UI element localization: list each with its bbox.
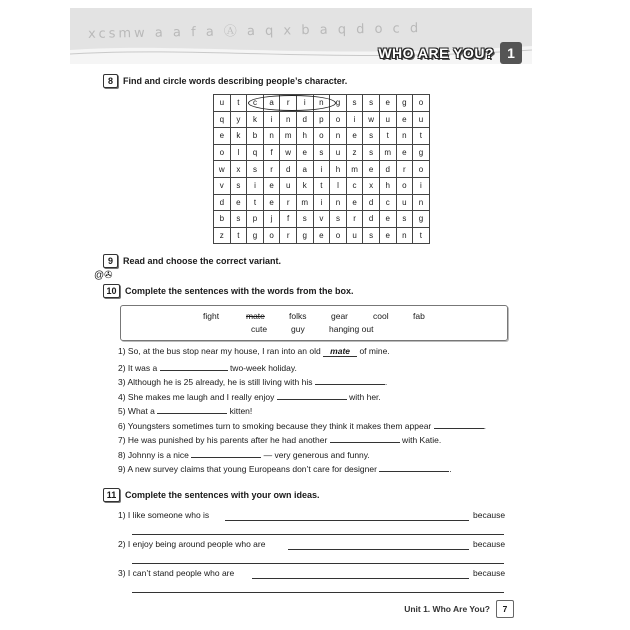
idea-2-continuation-line[interactable] (132, 563, 504, 564)
page-number: 7 (496, 600, 514, 618)
grid-cell[interactable]: e (296, 144, 313, 161)
sentence-6: 6) Youngsters sometimes turn to smoking because they think it makes them appear . (118, 421, 486, 431)
grid-cell[interactable]: o (330, 111, 347, 128)
unit-title-banner: WHO ARE YOU? (378, 45, 494, 61)
task-instruction: Complete the sentences with the words from the box. (125, 286, 354, 296)
page-footer (404, 600, 514, 618)
grid-cell[interactable]: s (296, 211, 313, 228)
grid-cell[interactable]: s (363, 144, 380, 161)
grid-cell[interactable]: f (263, 144, 280, 161)
grid-cell[interactable]: u (214, 95, 231, 112)
grid-cell[interactable]: g (413, 144, 430, 161)
sentence-3: 3) Although he is 25 already, he is still living with his . (118, 377, 388, 387)
grid-cell[interactable]: d (363, 211, 380, 228)
idea-3-continuation-line[interactable] (132, 592, 504, 593)
grid-cell[interactable]: x (230, 161, 247, 178)
grid-cell[interactable]: r (263, 161, 280, 178)
workbook-page (70, 8, 532, 624)
task-number: 8 (103, 74, 118, 88)
grid-cell[interactable]: a (263, 95, 280, 112)
answer-field-7[interactable] (330, 433, 400, 443)
grid-cell[interactable]: s (363, 95, 380, 112)
grid-cell[interactable]: s (230, 177, 247, 194)
grid-cell[interactable]: s (230, 211, 247, 228)
task-instruction: Find and circle words describing people’s character. (123, 76, 348, 86)
grid-cell[interactable]: s (363, 227, 380, 244)
grid-cell[interactable]: g (396, 95, 413, 112)
grid-row (214, 161, 430, 178)
grid-cell[interactable]: t (247, 194, 264, 211)
grid-cell[interactable]: c (379, 194, 396, 211)
grid-cell[interactable]: m (379, 144, 396, 161)
answer-field-3[interactable] (315, 375, 385, 385)
grid-cell[interactable]: d (296, 111, 313, 128)
grid-cell[interactable]: m (296, 194, 313, 211)
grid-cell[interactable]: o (214, 144, 231, 161)
grid-cell[interactable]: i (413, 177, 430, 194)
idea-1-line[interactable] (225, 520, 469, 521)
answer-field-8[interactable] (191, 448, 261, 458)
grid-row (214, 128, 430, 145)
grid-cell[interactable]: e (379, 227, 396, 244)
grid-cell[interactable]: c (247, 95, 264, 112)
box-word: folks (289, 311, 307, 321)
grid-cell[interactable]: k (247, 111, 264, 128)
grid-cell[interactable]: h (330, 161, 347, 178)
grid-cell[interactable]: b (247, 128, 264, 145)
idea-1-because: because (473, 510, 506, 520)
grid-cell[interactable]: l (330, 177, 347, 194)
grid-cell[interactable]: e (379, 95, 396, 112)
grid-cell[interactable]: v (214, 177, 231, 194)
grid-cell[interactable]: k (230, 128, 247, 145)
grid-cell[interactable]: h (296, 128, 313, 145)
grid-cell[interactable]: g (296, 227, 313, 244)
box-word: fight (203, 311, 220, 321)
grid-cell[interactable]: w (280, 144, 297, 161)
grid-cell[interactable]: g (330, 95, 347, 112)
circled-word-caring (248, 95, 336, 111)
box-word: cool (373, 311, 389, 321)
grid-cell[interactable]: s (346, 95, 363, 112)
answer-field-5[interactable] (157, 404, 227, 414)
idea-2-because: because (473, 539, 506, 549)
grid-cell[interactable]: s (396, 211, 413, 228)
grid-cell[interactable]: n (330, 194, 347, 211)
grid-cell[interactable]: e (263, 194, 280, 211)
idea-3-line[interactable] (252, 578, 469, 579)
grid-cell[interactable]: a (296, 161, 313, 178)
grid-cell[interactable]: r (396, 161, 413, 178)
word-search-grid[interactable] (213, 94, 430, 244)
grid-cell[interactable]: i (247, 177, 264, 194)
answer-field-2[interactable] (160, 361, 228, 371)
grid-cell[interactable]: u (330, 144, 347, 161)
grid-cell[interactable]: d (214, 194, 231, 211)
grid-cell[interactable]: t (230, 95, 247, 112)
grid-cell[interactable]: e (313, 227, 330, 244)
grid-cell[interactable]: b (214, 211, 231, 228)
grid-cell[interactable]: p (247, 211, 264, 228)
word-box (120, 305, 508, 341)
grid-cell[interactable]: e (396, 111, 413, 128)
grid-cell[interactable]: e (346, 194, 363, 211)
grid-cell[interactable]: n (413, 194, 430, 211)
grid-row (214, 194, 430, 211)
grid-cell[interactable]: s (313, 144, 330, 161)
task-instruction: Complete the sentences with your own ideas. (125, 490, 320, 500)
grid-cell[interactable]: i (313, 161, 330, 178)
sentence-4: 4) She makes me laugh and I really enjoy with her. (118, 392, 381, 402)
grid-cell[interactable]: i (313, 194, 330, 211)
grid-cell[interactable]: v (313, 211, 330, 228)
unit-number-badge: 1 (500, 42, 522, 64)
grid-cell[interactable]: t (379, 128, 396, 145)
task-8-heading (103, 74, 347, 88)
grid-cell[interactable]: o (330, 227, 347, 244)
grid-cell[interactable]: w (214, 161, 231, 178)
grid-cell[interactable]: d (379, 161, 396, 178)
task-9-heading (103, 254, 281, 268)
sentence-5: 5) What a kitten! (118, 406, 253, 416)
grid-cell[interactable]: d (363, 194, 380, 211)
box-word: fab (413, 311, 425, 321)
grid-cell[interactable]: e (230, 194, 247, 211)
grid-cell[interactable]: c (346, 177, 363, 194)
grid-cell[interactable]: i (263, 111, 280, 128)
email-cd-icon: @✇ (94, 270, 113, 281)
grid-cell[interactable]: m (346, 161, 363, 178)
grid-cell[interactable]: r (346, 211, 363, 228)
grid-cell[interactable]: e (214, 128, 231, 145)
grid-cell[interactable]: m (280, 128, 297, 145)
task-11-heading (103, 488, 320, 502)
footer-unit-label: Unit 1. Who Are You? (404, 604, 490, 614)
grid-row (214, 144, 430, 161)
grid-row (214, 211, 430, 228)
grid-cell[interactable]: q (247, 144, 264, 161)
grid-cell[interactable]: s (363, 128, 380, 145)
grid-cell[interactable]: i (296, 95, 313, 112)
grid-cell[interactable]: n (313, 95, 330, 112)
grid-cell[interactable]: i (346, 111, 363, 128)
grid-cell[interactable]: k (296, 177, 313, 194)
box-word: guy (291, 324, 305, 334)
task-number: 11 (103, 488, 120, 502)
grid-cell[interactable]: e (379, 211, 396, 228)
idea-3-text: 3) I can’t stand people who are (118, 568, 235, 578)
grid-cell[interactable]: e (263, 177, 280, 194)
grid-cell[interactable]: e (363, 161, 380, 178)
grid-cell[interactable]: d (280, 161, 297, 178)
grid-cell[interactable]: r (280, 194, 297, 211)
box-word: gear (331, 311, 349, 321)
grid-row (214, 177, 430, 194)
grid-cell[interactable]: o (263, 227, 280, 244)
answer-field-4[interactable] (277, 390, 347, 400)
grid-cell[interactable]: t (413, 227, 430, 244)
grid-cell[interactable]: p (313, 111, 330, 128)
box-word: cute (251, 324, 268, 334)
grid-cell[interactable]: t (313, 177, 330, 194)
grid-cell[interactable]: r (280, 227, 297, 244)
grid-cell[interactable]: n (280, 111, 297, 128)
grid-cell[interactable]: u (346, 227, 363, 244)
grid-cell[interactable]: z (214, 227, 231, 244)
task-number: 10 (103, 284, 120, 298)
grid-cell[interactable]: q (214, 111, 231, 128)
grid-cell[interactable]: z (346, 144, 363, 161)
grid-cell[interactable]: u (396, 194, 413, 211)
grid-cell[interactable]: n (396, 227, 413, 244)
idea-1-text: 1) I like someone who is (118, 510, 210, 520)
box-word-used: mate (246, 311, 265, 321)
grid-cell[interactable]: y (230, 111, 247, 128)
grid-cell[interactable]: n (263, 128, 280, 145)
grid-cell[interactable]: o (396, 177, 413, 194)
idea-2-line[interactable] (288, 549, 469, 550)
grid-cell[interactable]: u (280, 177, 297, 194)
grid-row (214, 111, 430, 128)
grid-cell[interactable]: g (413, 211, 430, 228)
grid-cell[interactable]: x (363, 177, 380, 194)
grid-cell[interactable]: r (280, 95, 297, 112)
grid-cell[interactable]: j (263, 211, 280, 228)
sentence-9: 9) A new survey claims that young Europeans don’t care for designer . (118, 464, 452, 474)
grid-cell[interactable]: s (247, 161, 264, 178)
grid-cell[interactable]: f (280, 211, 297, 228)
grid-cell[interactable]: n (330, 128, 347, 145)
idea-1-continuation-line[interactable] (132, 534, 504, 535)
answer-field-9[interactable] (379, 462, 449, 472)
task-number: 9 (103, 254, 118, 268)
grid-cell[interactable]: n (396, 128, 413, 145)
sentence-1: 1) So, at the bus stop near my house, I ran into an old mate of mine. (118, 346, 390, 356)
box-word: hanging out (329, 324, 374, 334)
answer-field-6[interactable] (434, 419, 484, 429)
grid-cell[interactable]: s (330, 211, 347, 228)
grid-cell[interactable]: h (379, 177, 396, 194)
grid-cell[interactable]: t (413, 128, 430, 145)
sentence-2: 2) It was a two-week holiday. (118, 363, 297, 373)
grid-cell[interactable]: g (247, 227, 264, 244)
grid-cell[interactable]: l (230, 144, 247, 161)
grid-cell[interactable]: e (396, 144, 413, 161)
grid-cell[interactable]: w (363, 111, 380, 128)
grid-cell[interactable]: u (379, 111, 396, 128)
decorative-letters: xcsmw a a f a Ⓐ a q x b a q d o c d (87, 21, 422, 42)
answer-field-1[interactable]: mate (323, 346, 357, 357)
page-header (70, 8, 532, 64)
sentence-8: 8) Johnny is a nice — very generous and funny. (118, 450, 370, 460)
grid-cell[interactable]: o (413, 161, 430, 178)
grid-cell[interactable]: u (413, 111, 430, 128)
task-10-heading (103, 284, 354, 298)
idea-2-text: 2) I enjoy being around people who are (118, 539, 266, 549)
task-instruction: Read and choose the correct variant. (123, 256, 282, 266)
grid-cell[interactable]: o (313, 128, 330, 145)
grid-cell[interactable]: t (230, 227, 247, 244)
sentence-7: 7) He was punished by his parents after he had another with Katie. (118, 435, 442, 445)
idea-3-because: because (473, 568, 506, 578)
grid-cell[interactable]: e (346, 128, 363, 145)
grid-row (214, 227, 430, 244)
grid-cell[interactable]: o (413, 95, 430, 112)
